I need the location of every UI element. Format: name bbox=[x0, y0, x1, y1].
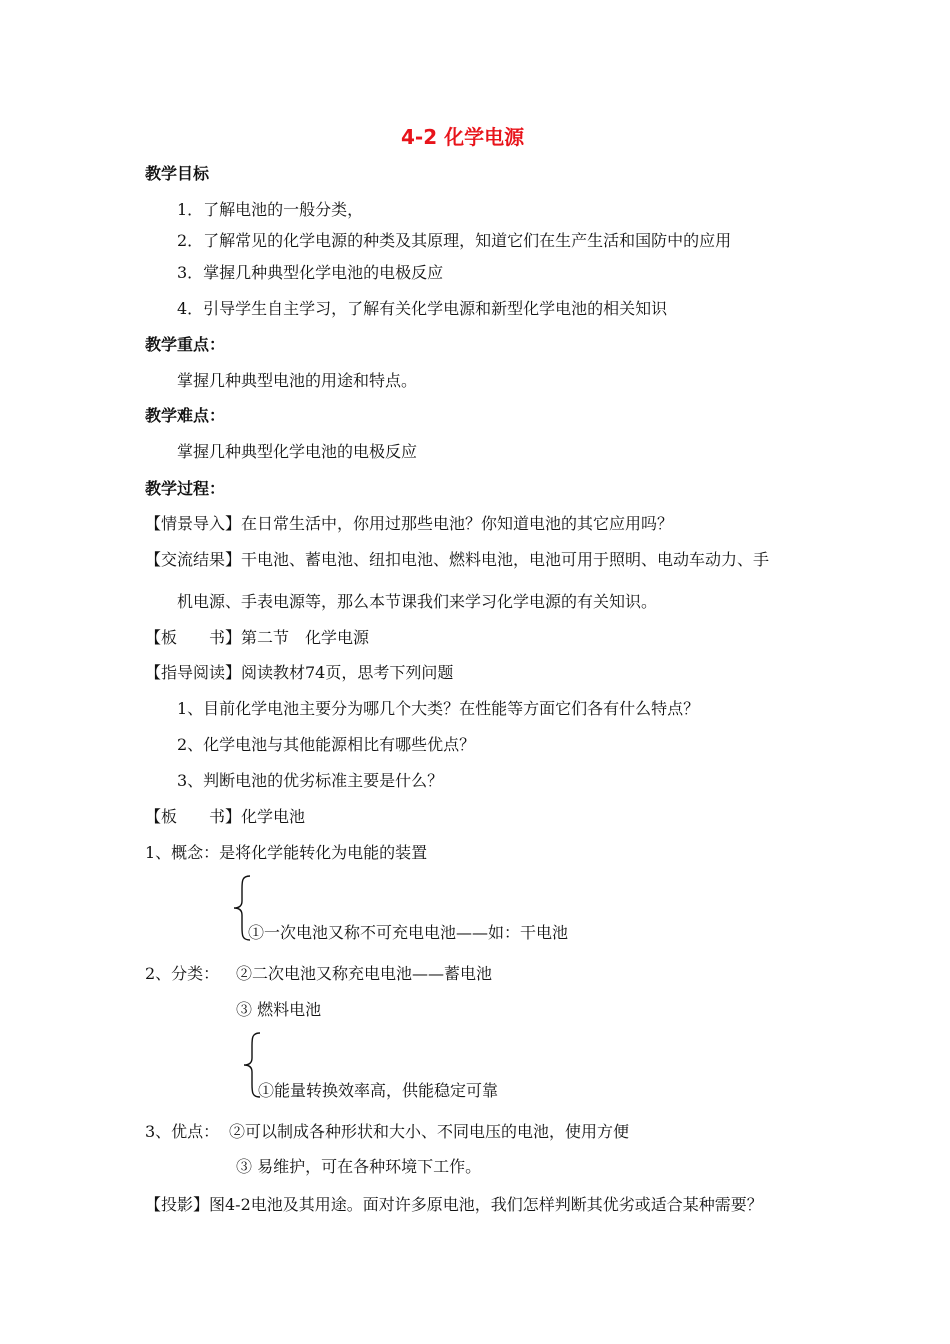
key-heading: 教学重点： bbox=[145, 335, 226, 354]
exchange-paragraph-line1: 【交流结果】干电池、蓄电池、纽扣电池、燃料电池，电池可用于照明、电动车动力、手 bbox=[145, 550, 770, 569]
key-text: 掌握几种典型电池的用途和特点。 bbox=[177, 371, 418, 390]
concept-line: 1、概念：是将化学能转化为电能的装置 bbox=[145, 843, 428, 862]
goal-item: 2．了解常见的化学电源的种类及其原理，知道它们在生产生活和国防中的应用 bbox=[177, 231, 732, 250]
projection-note: 【投影】图4-2电池及其用途。面对许多原电池，我们怎样判断其优劣或适合某种需要？ bbox=[145, 1195, 763, 1214]
difficulty-heading: 教学难点： bbox=[145, 406, 226, 425]
exchange-paragraph-line2: 机电源、手表电源等，那么本节课我们来学习化学电源的有关知识。 bbox=[177, 592, 658, 611]
process-heading: 教学过程： bbox=[145, 479, 226, 498]
question-item: 3、判断电池的优劣标准主要是什么？ bbox=[177, 771, 444, 790]
classify-label: 2、分类： bbox=[145, 964, 220, 983]
goal-item: 1．了解电池的一般分类， bbox=[177, 200, 364, 219]
advantages-label: 3、优点： bbox=[145, 1122, 220, 1141]
advantage-item: ①能量转换效率高，供能稳定可靠 bbox=[258, 1081, 499, 1100]
classify-item: ①一次电池又称不可充电电池——如：干电池 bbox=[248, 923, 569, 942]
advantage-item: ②可以制成各种形状和大小、不同电压的电池，使用方便 bbox=[229, 1122, 630, 1141]
intro-paragraph: 【情景导入】在日常生活中，你用过那些电池？你知道电池的其它应用吗？ bbox=[145, 514, 674, 533]
board-note: 【板 书】第二节 化学电源 bbox=[145, 628, 370, 647]
classify-item: ③ 燃料电池 bbox=[236, 1000, 322, 1019]
page-title: 4-2 化学电源 bbox=[401, 125, 525, 149]
board-note: 【板 书】化学电池 bbox=[145, 807, 306, 826]
goal-item: 4．引导学生自主学习，了解有关化学电源和新型化学电池的相关知识 bbox=[177, 299, 668, 318]
difficulty-text: 掌握几种典型化学电池的电极反应 bbox=[177, 442, 418, 461]
question-item: 2、化学电池与其他能源相比有哪些优点？ bbox=[177, 735, 476, 754]
goals-heading: 教学目标 bbox=[145, 164, 210, 183]
reading-guide: 【指导阅读】阅读教材74页，思考下列问题 bbox=[145, 663, 454, 682]
goal-item: 3．掌握几种典型化学电池的电极反应 bbox=[177, 263, 444, 282]
advantage-item: ③ 易维护，可在各种环境下工作。 bbox=[236, 1157, 482, 1176]
question-item: 1、目前化学电池主要分为哪几个大类？在性能等方面它们各有什么特点？ bbox=[177, 699, 700, 718]
classify-item: ②二次电池又称充电电池——蓄电池 bbox=[236, 964, 493, 983]
